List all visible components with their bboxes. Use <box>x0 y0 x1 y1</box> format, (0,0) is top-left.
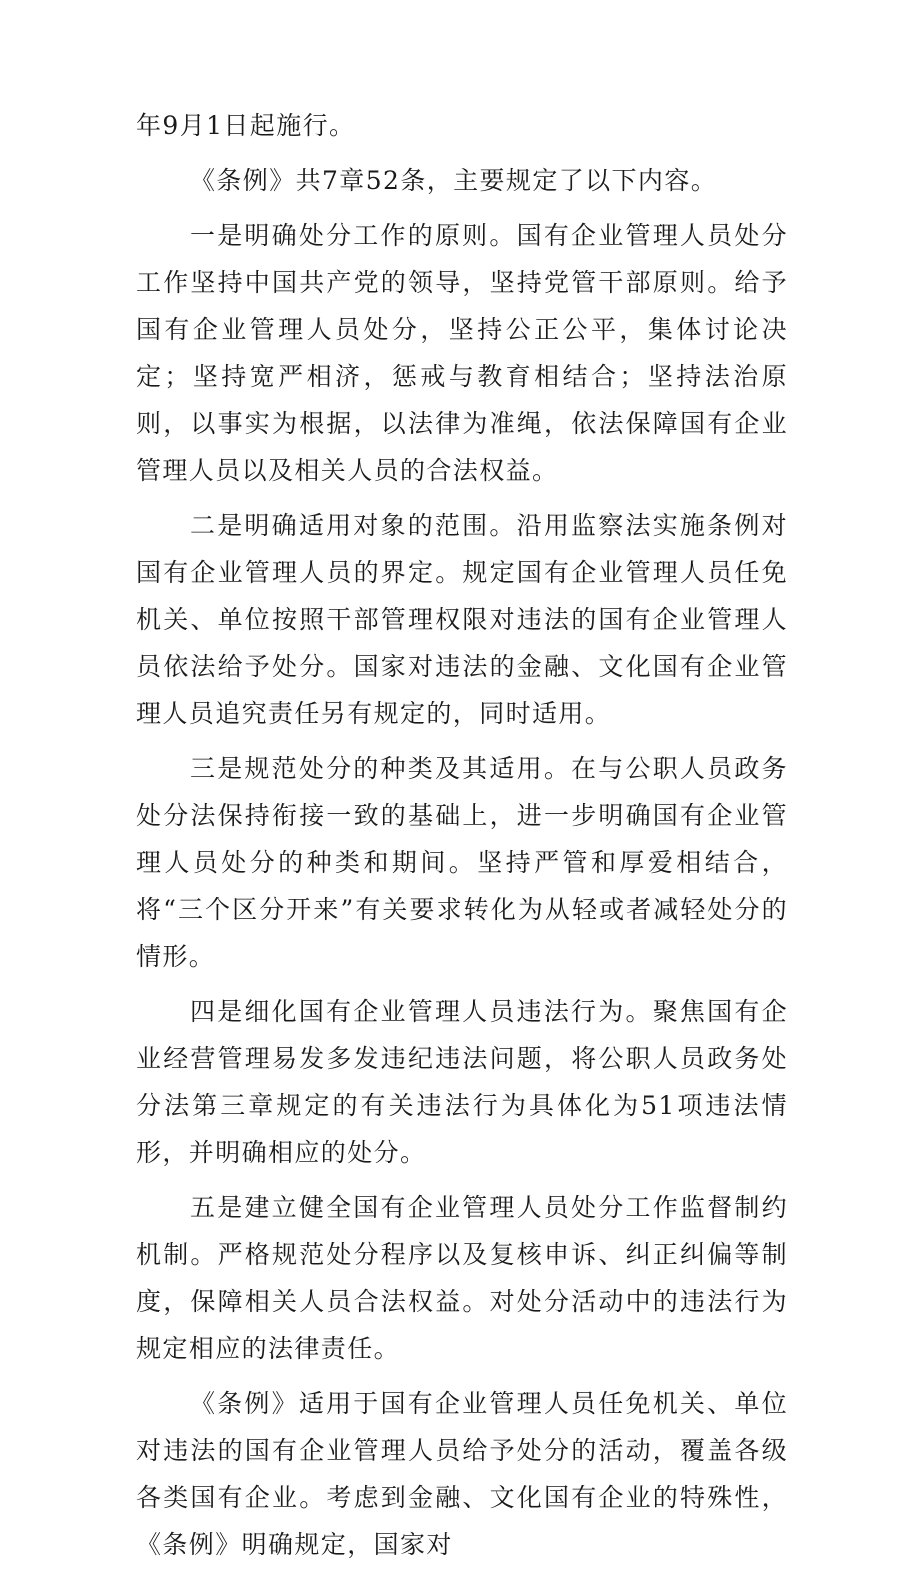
document-body <box>136 102 788 1576</box>
paragraph-continuation: 年9月1日起施行。 <box>136 111 356 140</box>
paragraph-scope: 《条例》适用于国有企业管理人员任免机关、单位对违法的国有企业管理人员给予处分的活动，覆盖各级各类国有企业。考虑到金融、文化国有企业的特殊性，《条例》明确规定，国家对 <box>136 1389 788 1559</box>
paragraph-point-four: 四是细化国有企业管理人员违法行为。聚焦国有企业经营管理易发多发违纪违法问题，将公职人员政务处分法第三章规定的有关违法行为具体化为51项违法情形，并明确相应的处分。 <box>136 997 788 1167</box>
paragraph-overview: 《条例》共7章52条，主要规定了以下内容。 <box>190 166 718 195</box>
paragraph-point-three: 三是规范处分的种类及其适用。在与公职人员政务处分法保持衔接一致的基础上，进一步明确国有企业管理人员处分的种类和期间。坚持严管和厚爱相结合，将“三个区分开来”有关要求转化为从轻或者减轻处分的情形。 <box>136 754 788 971</box>
paragraph-point-two: 二是明确适用对象的范围。沿用监察法实施条例对国有企业管理人员的界定。规定国有企业管理人员任免机关、单位按照干部管理权限对违法的国有企业管理人员依法给予处分。国家对违法的金融、文化国有企业管理人员追究责任另有规定的，同时适用。 <box>136 511 788 728</box>
paragraph-point-five: 五是建立健全国有企业管理人员处分工作监督制约机制。严格规范处分程序以及复核申诉、纠正纠偏等制度，保障相关人员合法权益。对处分活动中的违法行为规定相应的法律责任。 <box>136 1193 788 1363</box>
paragraph-point-one: 一是明确处分工作的原则。国有企业管理人员处分工作坚持中国共产党的领导，坚持党管干部原则。给予国有企业管理人员处分，坚持公正公平，集体讨论决定；坚持宽严相济，惩戒与教育相结合；坚持法治原则，以事实为根据，以法律为准绳，依法保障国有企业管理人员以及相关人员的合法权益。 <box>136 221 788 485</box>
